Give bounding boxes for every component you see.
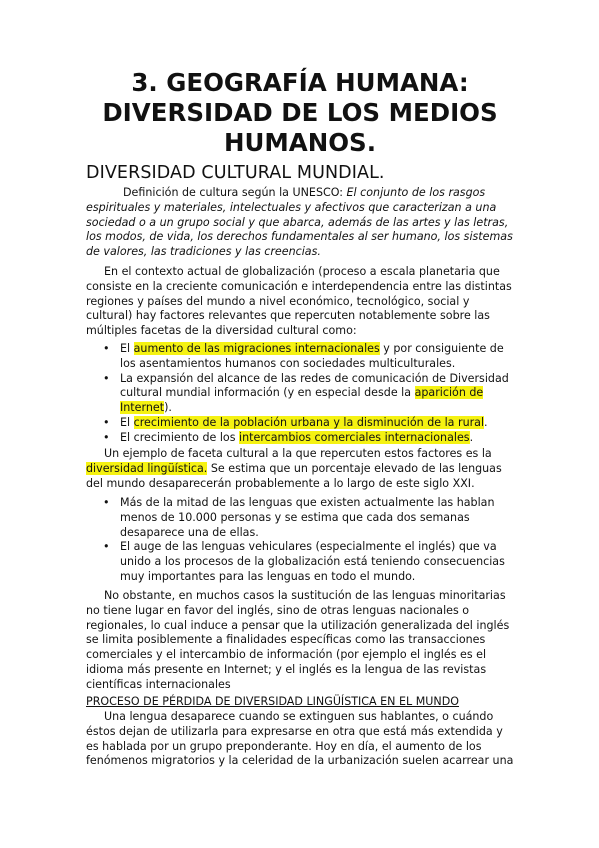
highlighted-text: aparición de Internet (120, 386, 484, 415)
subsection-title: PROCESO DE PÉRDIDA DE DIVERSIDAD LINGÜÍSTICA EN EL MUNDO (86, 695, 459, 708)
definition-lead: Definición de cultura según la UNESCO: (123, 186, 347, 199)
paragraph-text: Una lengua desaparece cuando se extinguen sus hablantes, o cuándo éstos dejan de utilizarla para expresarse en otra que está más extendida y es hablada por un grupo preponderante. Hoy en día, el aumento de los fenómenos migratorios y la celeridad de la urbanización suelen acarrear una (86, 710, 514, 768)
definition-paragraph (86, 186, 516, 260)
context-paragraph (86, 265, 516, 339)
title-line-1: 3. GEOGRAFÍA HUMANA: (131, 68, 469, 97)
linguistic-paragraph (86, 447, 516, 491)
english-paragraph (86, 589, 516, 693)
paragraph-text: Se estima que un porcentaje elevado de las lenguas del mundo desaparecerán probablemente a lo largo de este siglo XXI. (86, 461, 502, 490)
list-item (86, 372, 516, 416)
language-facts-list (86, 496, 516, 585)
list-item (86, 431, 516, 446)
highlighted-text: aumento de las migraciones internacionales (133, 342, 380, 355)
paragraph-text: Un ejemplo de faceta cultural a la que repercuten estos factores es la (104, 447, 492, 460)
bullet-icon: • (103, 540, 110, 554)
fact-text: Más de la mitad de las lenguas que existen actualmente las hablan menos de 10.000 personas y se estima que cada dos semanas desaparece una de ellas. (120, 496, 495, 539)
definition-quote: El conjunto de los rasgos espirituales y materiales, intelectuales y afectivos que caracterizan a una sociedad o a un grupo social y que abarca, además de las artes y las letras, los modos, de vida, los derechos fundamentales al ser humano, los sistemas de valores, las tradiciones y las creencias. (86, 186, 513, 259)
title-line-2: DIVERSIDAD DE LOS MEDIOS (102, 98, 498, 127)
context-text: En el contexto actual de globalización (proceso a escala planetaria que consiste en la creciente comunicación e interdependencia entre las distintas regiones y países del mundo a nivel económico, tecnológico, social y cultural) hay factores relevantes que repercuten notablemente sobre las múltiples facetas de la diversidad cultural como: (86, 265, 512, 338)
factor-text: ). (164, 401, 172, 415)
bullet-icon: • (103, 415, 110, 429)
list-item (86, 342, 516, 372)
loss-paragraph (86, 710, 516, 769)
bullet-icon: • (103, 371, 110, 385)
factor-text: La expansión del alcance de las redes de comunicación de Diversidad cultural mundial información (y en especial desde la (120, 371, 509, 400)
list-item (86, 496, 516, 540)
list-item (86, 416, 516, 431)
fact-text: El auge de las lenguas vehiculares (especialmente el inglés) que va unido a los procesos de la globalización está teniendo consecuencias muy importantes para las lenguas en todo el mundo. (120, 540, 505, 583)
list-item (86, 540, 516, 584)
factors-list (86, 342, 516, 446)
page-title (84, 68, 516, 158)
factor-text: El crecimiento de los (120, 430, 240, 444)
highlighted-text: crecimiento de la población urbana y la disminución de la rural (133, 415, 485, 429)
highlighted-text: intercambios comerciales internacionales (239, 430, 470, 444)
subsection-heading (86, 695, 516, 710)
bullet-icon: • (103, 496, 110, 509)
highlighted-text: diversidad lingüística. (86, 461, 208, 475)
factor-text: El (120, 415, 134, 429)
factor-text: . (484, 415, 488, 429)
title-line-3: HUMANOS. (223, 128, 377, 157)
paragraph-text: No obstante, en muchos casos la sustitución de las lenguas minoritarias no tiene lugar en favor del inglés, sino de otras lenguas nacionales o regionales, lo cual induce a pensar que la utilización generalizada del inglés se limita posiblemente a finalidades específicas como las transacciones comerciales y el intercambio de información (por ejemplo el inglés es el idioma más presente en Internet; y el inglés es la lengua de las revistas científicas internacionales (86, 589, 510, 691)
factor-text: y por consiguiente de los asentamientos humanos con sociedades multiculturales. (120, 342, 504, 370)
bullet-icon: • (103, 430, 110, 444)
factor-text: . (469, 430, 474, 444)
bullet-icon: • (103, 342, 110, 355)
section-heading: DIVERSIDAD CULTURAL MUNDIAL. (86, 163, 385, 183)
factor-text: El (120, 342, 134, 355)
